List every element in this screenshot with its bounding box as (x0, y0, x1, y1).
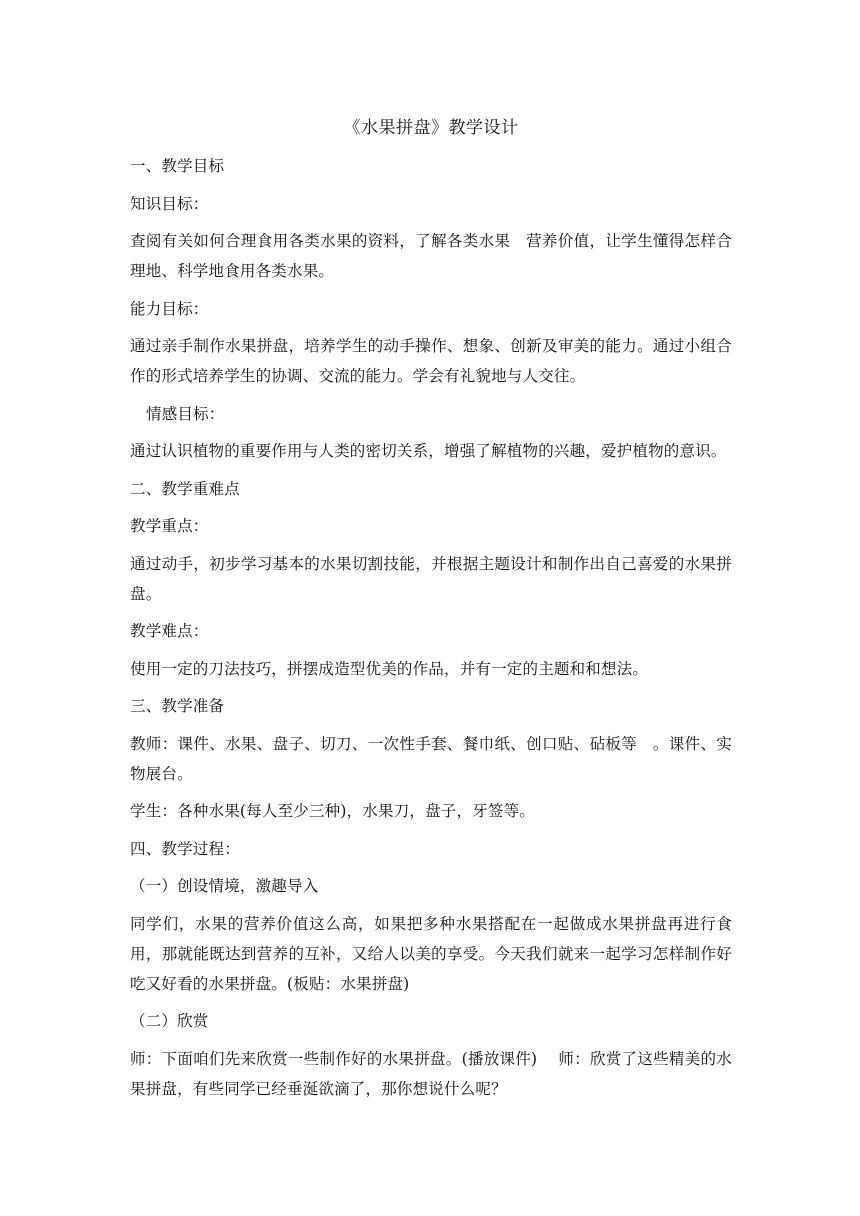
paragraph-ability-goal: 通过亲手制作水果拼盘，培养学生的动手操作、想象、创新及审美的能力。通过小组合作的形式培养学生的协调、交流的能力。学会有礼貌地与人交往。 (130, 337, 732, 385)
subheading-key-point: 教学重点： (130, 517, 209, 535)
paragraph-teacher-preparation: 教师：课件、水果、盘子、切刀、一次性手套、餐巾纸、创口贴、砧板等 。课件、实物展台。 (130, 734, 732, 783)
subheading-difficulty: 教学难点： (130, 622, 209, 640)
section-heading-objectives: 一、教学目标 (130, 157, 225, 175)
paragraph-student-preparation: 学生：各种水果(每人至少三种)，水果刀，盘子，牙签等。 (130, 802, 535, 820)
document-page (130, 113, 732, 1111)
subheading-ability-goal: 能力目标： (130, 299, 209, 318)
paragraph-introduction: 同学们，水果的营养价值这么高，如果把多种水果搭配在一起做成水果拼盘再进行食用，那就能既达到营养的互补，又给人以美的享受。今天我们就来一起学习怎样制作好吃又好看的水果拼盘。(板贴：水果拼盘) (130, 914, 732, 993)
paragraph-key-point: 通过动手，初步学习基本的水果切割技能，并根据主题设计和制作出自己喜爱的水果拼盘。 (130, 554, 732, 603)
section-heading-process: 四、教学过程： (130, 839, 240, 858)
paragraph-emotion-goal: 通过认识植物的重要作用与人类的密切关系，增强了解植物的兴趣，爱护植物的意识。 (130, 442, 727, 460)
subheading-introduction: （一）创设情境，激趣导入 (130, 877, 319, 895)
paragraph-difficulty: 使用一定的刀法技巧，拼摆成造型优美的作品，并有一定的主题和和想法。 (130, 659, 649, 678)
section-heading-key-points: 二、教学重难点 (130, 479, 240, 498)
document-title: 《水果拼盘》教学设计 (343, 118, 519, 138)
subheading-appreciation: （二）欣赏 (130, 1012, 209, 1030)
section-heading-preparation: 三、教学准备 (130, 697, 225, 715)
paragraph-appreciation: 师：下面咱们先来欣赏一些制作好的水果拼盘。(播放课件) 师：欣赏了这些精美的水果拼盘，有些同学已经垂涎欲滴了，那你想说什么呢？ (130, 1049, 732, 1098)
subheading-knowledge-goal: 知识目标： (130, 194, 209, 213)
subheading-emotion-goal: 情感目标： (146, 404, 225, 423)
paragraph-knowledge-goal: 查阅有关如何合理食用各类水果的资料，了解各类水果 营养价值，让学生懂得怎样合理地、科学地食用各类水果。 (130, 232, 732, 280)
